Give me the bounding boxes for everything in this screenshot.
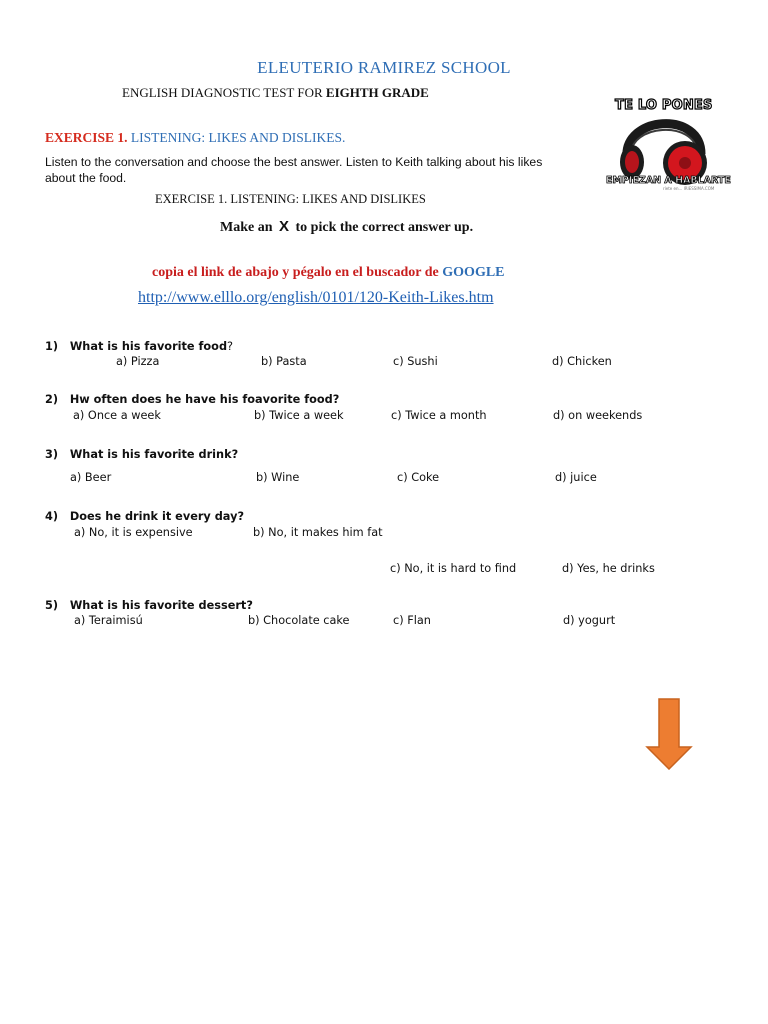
- grade-label: EIGHTH GRADE: [325, 85, 429, 100]
- subtitle-text: ENGLISH DIAGNOSTIC TEST FOR: [122, 85, 326, 100]
- q2-option-a[interactable]: a) Once a week: [73, 409, 161, 422]
- down-arrow-icon: [645, 698, 693, 770]
- q4-option-b[interactable]: b) No, it makes him fat: [253, 526, 383, 539]
- question-number: 5): [45, 599, 59, 612]
- question-text: What is his favorite dessert?: [69, 599, 253, 612]
- question-text: Does he drink it every day?: [69, 510, 244, 523]
- q3-option-d[interactable]: d) juice: [555, 471, 597, 484]
- question-3: [45, 448, 238, 461]
- copy-link-instruction: [152, 265, 505, 281]
- q1-option-b[interactable]: b) Pasta: [261, 355, 307, 368]
- question-4: [45, 510, 244, 523]
- copy-text: copia el link de abajo y pégalo en el buscador de: [152, 265, 443, 280]
- test-subtitle: [122, 85, 429, 101]
- question-5: [45, 599, 253, 612]
- q5-option-c[interactable]: c) Flan: [393, 614, 431, 627]
- q3-option-a[interactable]: a) Beer: [70, 471, 112, 484]
- q2-option-c[interactable]: c) Twice a month: [391, 409, 487, 422]
- question-2: [45, 393, 339, 406]
- logo-top-text: TE LO PONES: [615, 98, 713, 113]
- q5-option-b[interactable]: b) Chocolate cake: [248, 614, 350, 627]
- question-suffix: ?: [227, 340, 234, 353]
- exercise-subheading: EXERCISE 1. LISTENING: LIKES AND DISLIKES: [155, 192, 426, 206]
- exercise-title: LISTENING: LIKES AND DISLIKES.: [127, 130, 346, 145]
- q4-option-d[interactable]: d) Yes, he drinks: [562, 562, 655, 575]
- make-an-x-instruction: [220, 218, 473, 236]
- headphones-logo-image: [605, 96, 731, 193]
- question-text: Hw often does he have his foavorite food?: [69, 393, 340, 406]
- listening-link[interactable]: http://www.elllo.org/english/0101/120-Keith-Likes.htm: [138, 289, 494, 306]
- q2-option-b[interactable]: b) Twice a week: [254, 409, 344, 422]
- question-number: 1): [45, 340, 59, 353]
- question-number: 4): [45, 510, 59, 523]
- q5-option-d[interactable]: d) yogurt: [563, 614, 616, 627]
- logo-caption: ríete en... IRIESSIMA.COM: [663, 186, 715, 191]
- question-number: 2): [45, 393, 59, 406]
- instructions-text: Listen to the conversation and choose the best answer. Listen to Keith talking about his likes about the food.: [45, 155, 543, 185]
- exercise-heading: [45, 130, 345, 146]
- question-1: [45, 340, 233, 353]
- logo-bottom-text: EMPIEZAN A HABLARTE: [606, 175, 731, 186]
- q1-option-a[interactable]: a) Pizza: [116, 355, 160, 368]
- x-mark: X: [279, 218, 290, 235]
- q4-option-a[interactable]: a) No, it is expensive: [74, 526, 193, 539]
- q3-option-b[interactable]: b) Wine: [256, 471, 300, 484]
- q3-option-c[interactable]: c) Coke: [397, 471, 440, 484]
- question-text: What is his favorite food: [69, 340, 228, 353]
- q2-option-d[interactable]: d) on weekends: [553, 409, 643, 422]
- q1-option-c[interactable]: c) Sushi: [393, 355, 438, 368]
- question-number: 3): [45, 448, 59, 461]
- google-word: GOOGLE: [442, 265, 505, 280]
- q5-option-a[interactable]: a) Teraimisú: [74, 614, 143, 627]
- q1-option-d[interactable]: d) Chicken: [552, 355, 612, 368]
- q4-option-c[interactable]: c) No, it is hard to find: [390, 562, 517, 575]
- make-post: to pick the correct answer up.: [295, 220, 474, 235]
- question-text: What is his favorite drink?: [69, 448, 239, 461]
- school-title: ELEUTERIO RAMIREZ SCHOOL: [257, 58, 511, 77]
- make-pre: Make an: [220, 220, 273, 235]
- exercise-number: EXERCISE 1.: [45, 130, 128, 145]
